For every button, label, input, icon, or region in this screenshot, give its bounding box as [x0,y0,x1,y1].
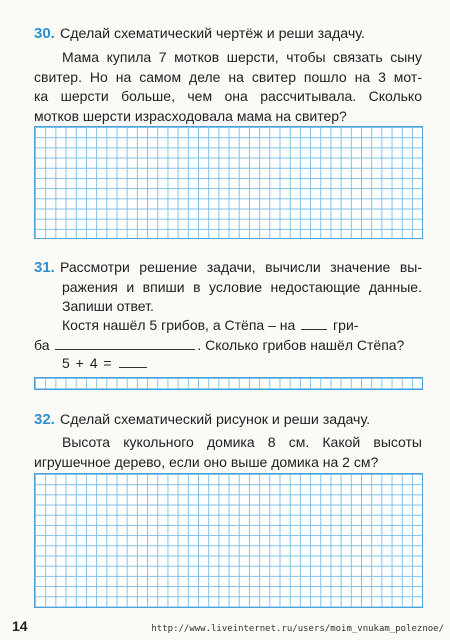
task-30-instruction: Сделай схематический чертёж и реши задачу. [60,26,365,42]
task-30-problem [34,48,422,126]
task-30-heading [34,24,432,44]
task-31-problem-line-2: ба . Сколько грибов нашёл Стёпа? [34,336,405,353]
task-30-number: 30. [34,25,55,42]
task-32-number: 32. [34,411,55,428]
footer-url[interactable]: http://www.liveinternet.ru/users/moim_vnukam_poleznoe/ [151,624,444,634]
page-number: 14 [12,618,28,634]
task-31-heading-line-2: ражения и впиши в условие недостающие данные. [62,278,422,295]
task-30-line-1: Мама купила 7 мотков шерсти, чтобы связать сыну [62,49,422,65]
missing-value-blank-1[interactable] [301,328,327,330]
task-30-line-2: свитер. Но на самом деле на свитер пошло на 3 мот- [34,68,422,85]
task-32-line-1: Высота кукольного домика 8 см. Какой высоты [62,434,422,450]
task-30-line-4: мотков шерсти израсходовала мама на свитер? [34,107,347,124]
task-32-heading [34,410,432,430]
task-31-answer-grid[interactable] [34,377,423,390]
missing-value-blank-2[interactable] [55,348,195,350]
task-31-problem [34,316,422,355]
expression-answer-blank[interactable] [119,366,147,368]
task-32-line-2: игрушечное дерево, если оно выше домика на 2 см? [34,453,379,470]
task-31-problem-line-1: Костя нашёл 5 грибов, а Стёпа – на гри- [62,317,359,333]
task-31-heading-line-1: 31. Рассмотри решение задачи, вычисли значение вы- [34,259,422,276]
task-30-answer-grid[interactable] [34,126,423,239]
task-31-number: 31. [34,259,55,276]
task-31-heading [34,258,422,317]
task-32-answer-grid[interactable] [34,473,423,608]
task-30-line-3: ка шерсти больше, чем она рассчитывала. Сколько [34,88,422,104]
task-32-instruction: Сделай схематический рисунок и реши задачу. [60,412,371,428]
task-31-expression: 5 + 4 = [62,355,149,371]
task-32-problem [34,433,422,472]
task-31-heading-line-3: Запиши ответ. [62,298,154,314]
